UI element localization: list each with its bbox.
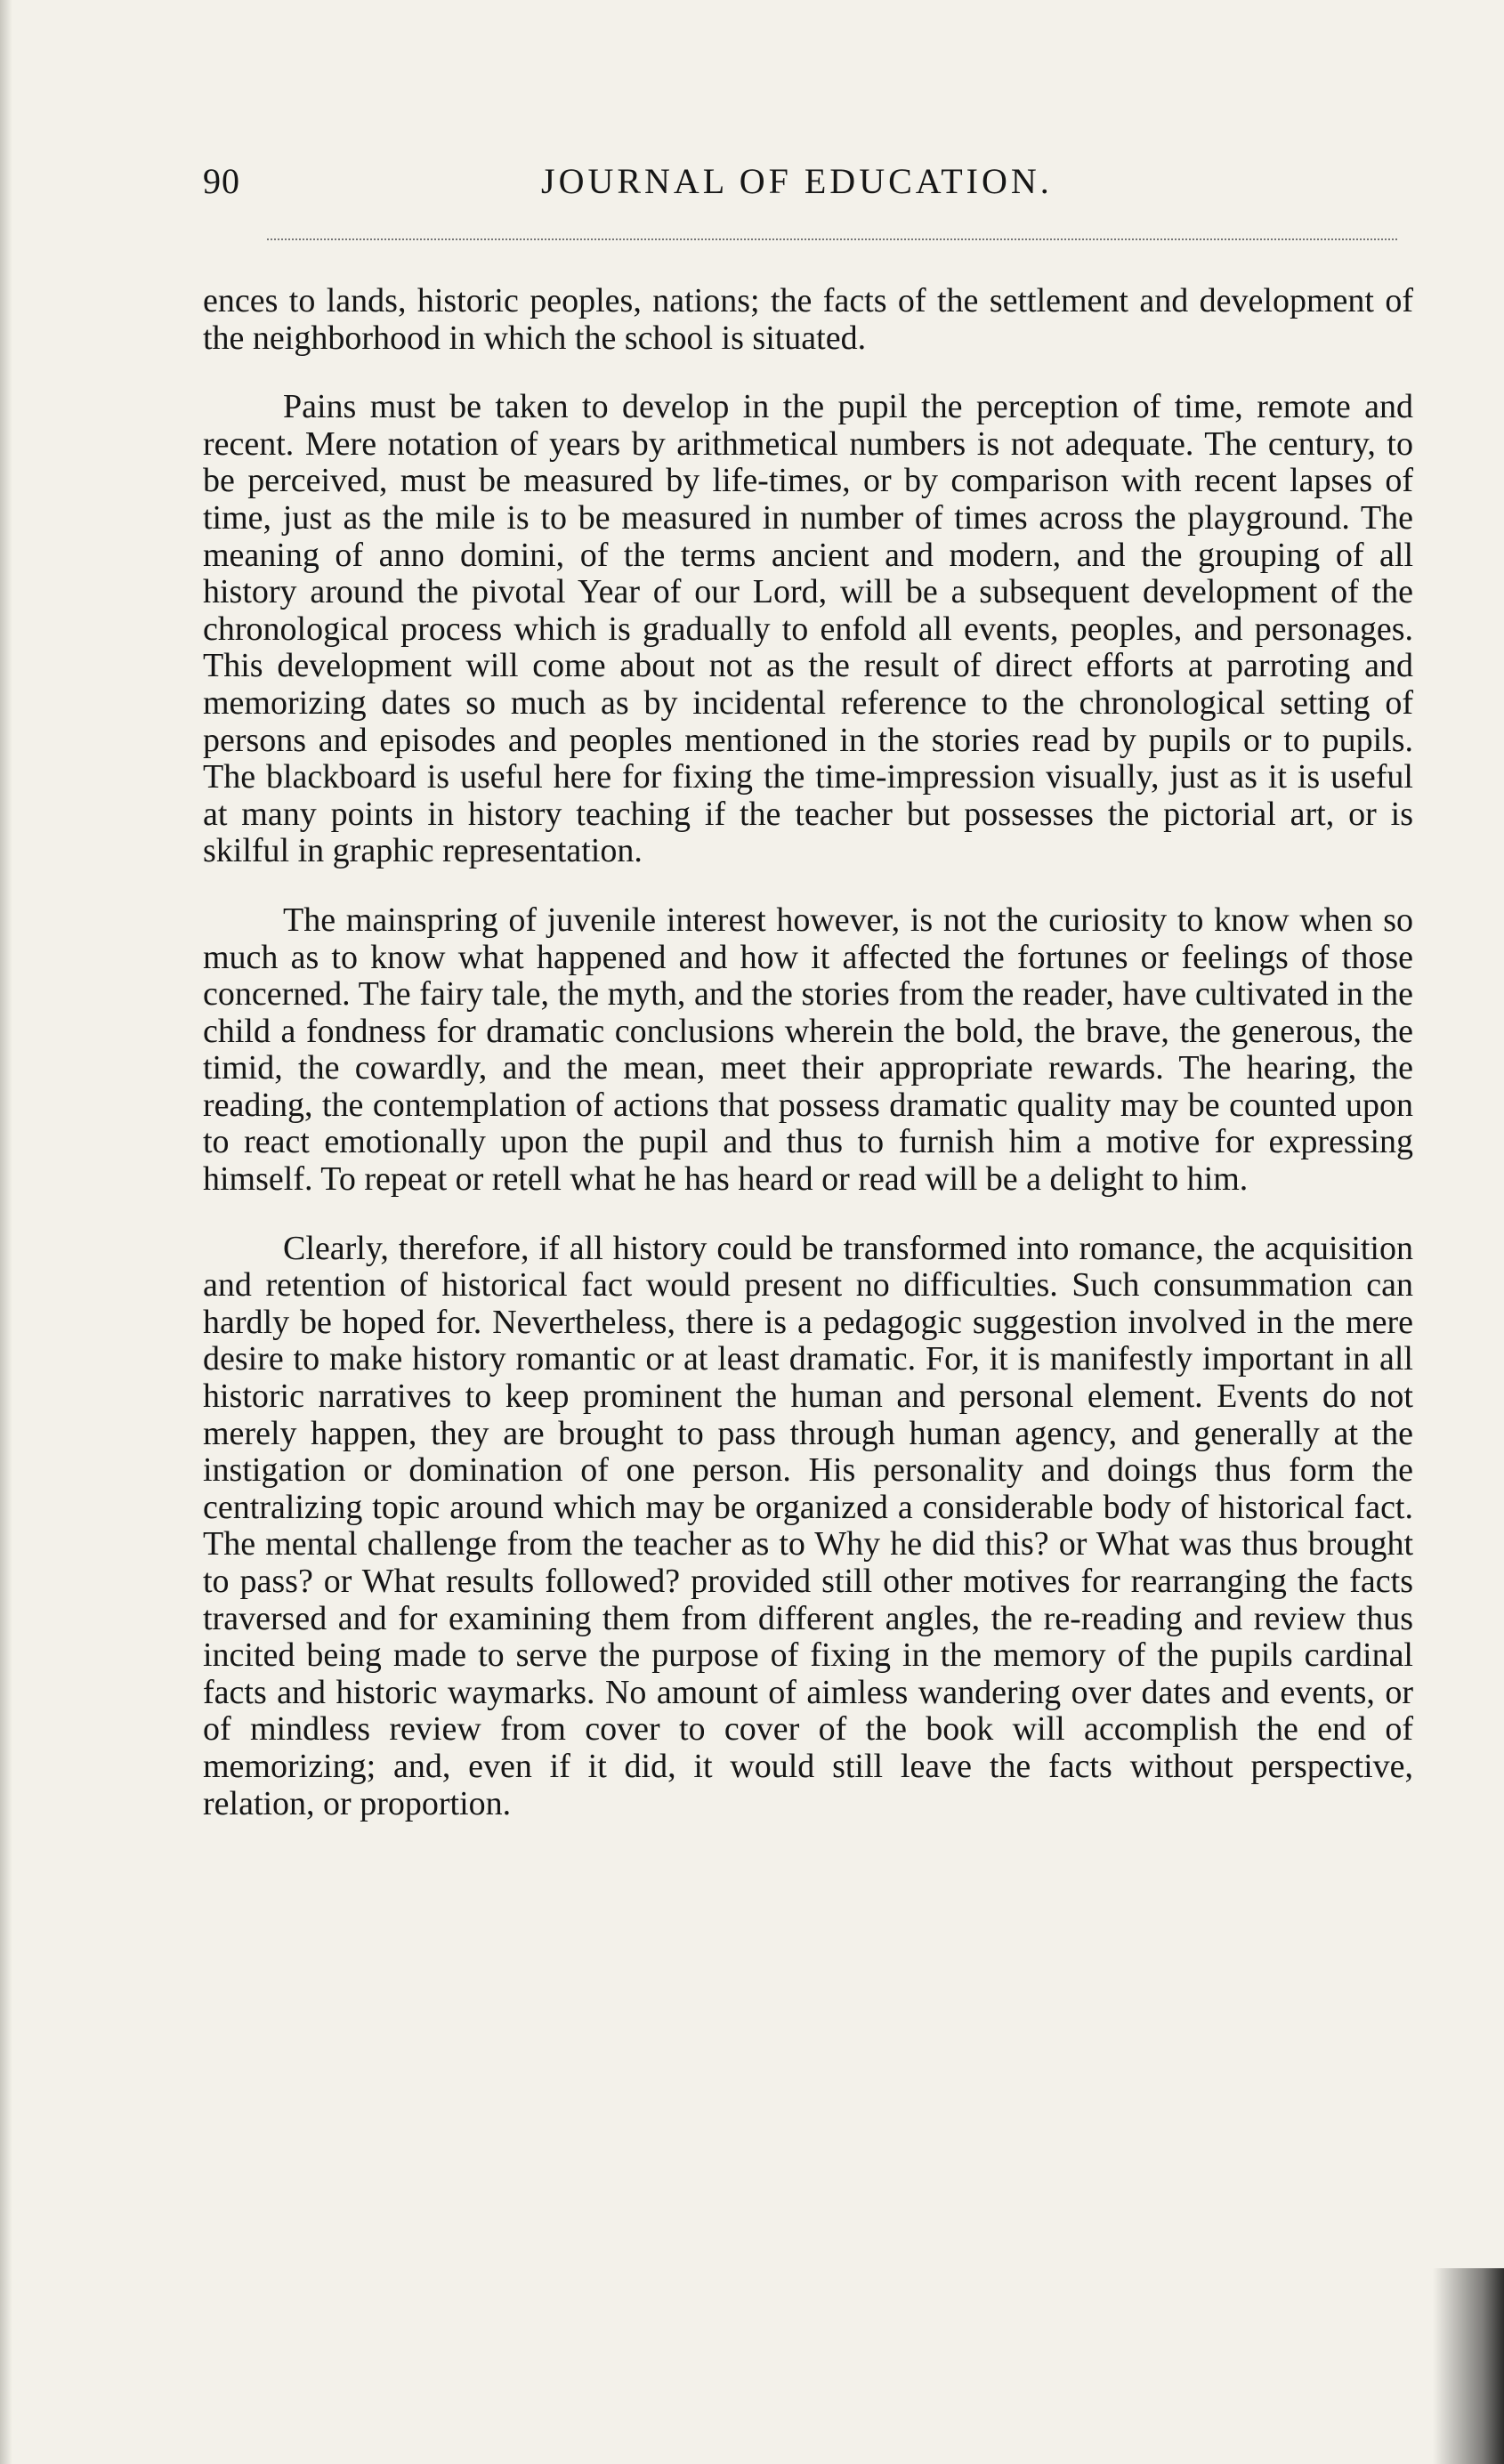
- header-divider: [267, 238, 1397, 240]
- paragraph-romance: Clearly, therefore, if all history could be transformed into romance, the acquisition and retention of historical fact would present no difficulties. Such consummation can hardly be hoped for. Nevertheless, there is a pedagogic suggestion involved in the mere desire to make history romantic or at least dramatic. For, it is manifestly important in all historic narratives to keep prominent the human and personal element. Events do not merely happen, they are brought to pass through human agency, and generally at the instigation or domination of one person. His personality and doings thus form the centralizing topic around which may be organized a considerable body of historical fact. The mental challenge from the teacher as to Why he did this? or What was thus brought to pass? or What results followed? provided still other motives for rearranging the facts traversed and for examining them from different angles, the re-reading and review thus incited being made to serve the purpose of fixing in the memory of the pupils cardinal facts and historic waymarks. No amount of aimless wandering over dates and events, or of mindless review from cover to cover of the book will accomplish the end of memorizing; and, even if it did, it would still leave the facts without perspective, relation, or proportion.: [203, 1229, 1413, 1822]
- paragraph-juvenile-interest: The mainspring of juvenile interest however, is not the curiosity to know when so much as to know what happened and how it affected the fortunes or feelings of those concerned. The fairy tale, the myth, and the stories from the reader, have cultivated in the child a fondness for dramatic conclusions wherein the bold, the brave, the generous, the timid, the cowardly, and the mean, meet their appropriate rewards. The hearing, the reading, the contemplation of actions that possess dramatic quality may be counted upon to react emotionally upon the pupil and thus to furnish him a motive for expressing himself. To repeat or retell what he has heard or read will be a delight to him.: [203, 901, 1413, 1199]
- paragraph-time-perception: Pains must be taken to develop in the pupil the perception of time, remote and recent. Mere notation of years by arithmetical numbers is not adequate. The century, to be perceived, must be measured by life-times, or by comparison with recent lapses of time, just as the mile is to be measured in number of times across the playground. The meaning of anno domini, of the terms ancient and modern, and the grouping of all history around the pivotal Year of our Lord, will be a subsequent development of the chronological process which is gradually to enfold all events, peoples, and personages. This development will come about not as the result of direct efforts at parroting and memorizing dates so much as by incidental reference to the chronological setting of persons and episodes and peoples mentioned in the stories read by pupils or to pupils. The blackboard is useful here for fixing the time-impression visually, just as it is useful at many points in history teaching if the teacher but possesses the pictorial art, or is skilful in graphic representation.: [203, 388, 1413, 870]
- paragraph-continuation: ences to lands, historic peoples, nations; the facts of the settlement and development of the neighborhood in which the school is situated.: [203, 282, 1413, 357]
- journal-title: JOURNAL OF EDUCATION.: [541, 161, 1053, 201]
- scan-edge-shadow: [0, 0, 12, 2464]
- page-header: [203, 160, 1413, 214]
- scan-corner-smudge: [1433, 2268, 1504, 2464]
- page-number: 90: [203, 161, 240, 201]
- article-body: [203, 283, 1413, 1822]
